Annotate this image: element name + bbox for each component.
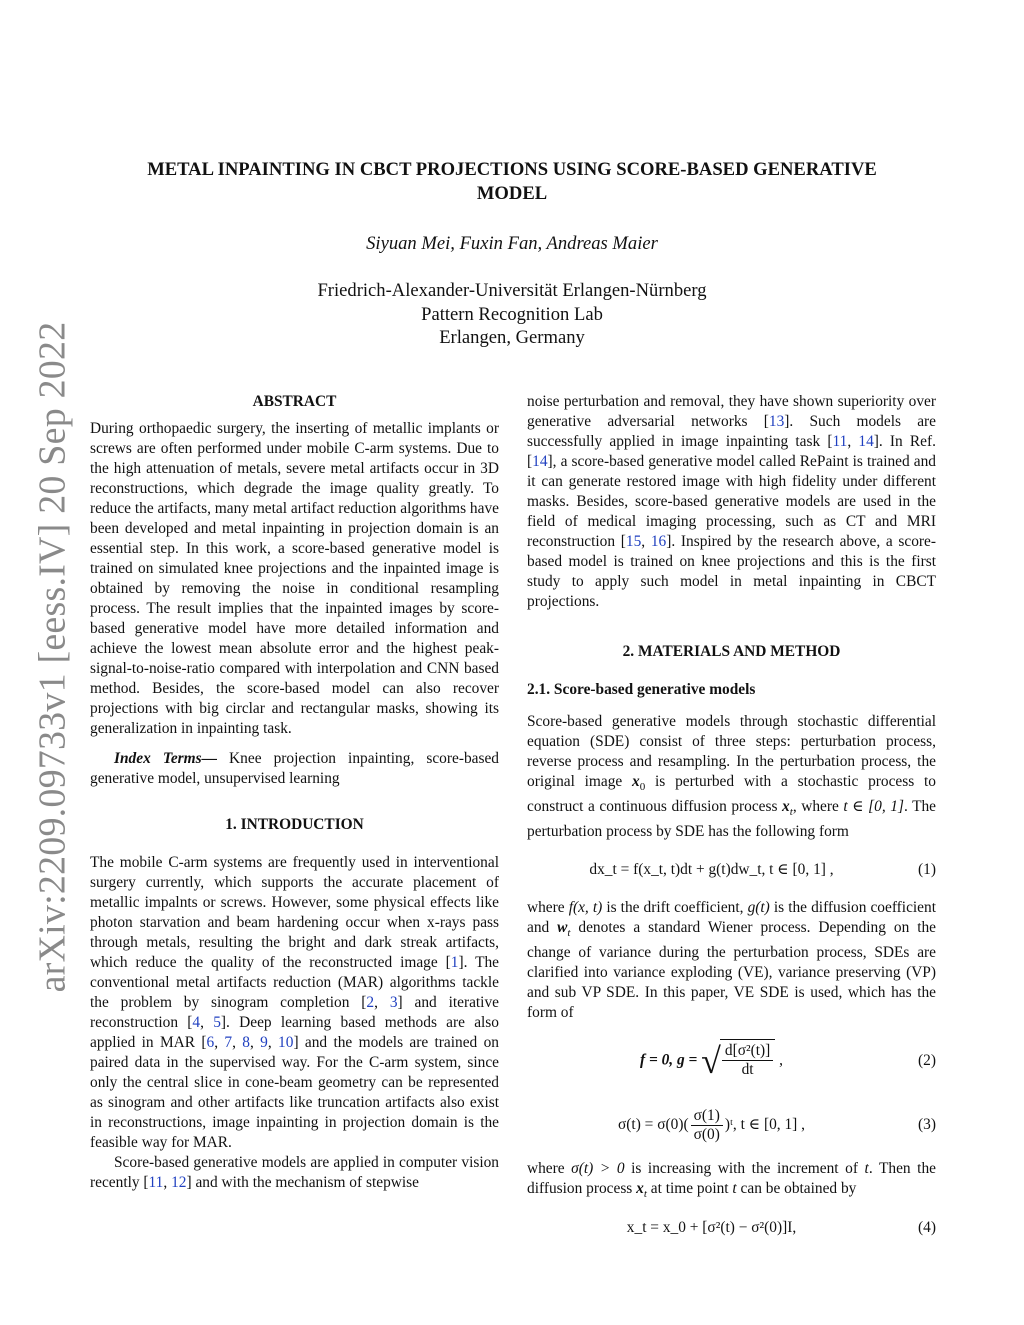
equation-2-number: (2) (918, 1052, 936, 1070)
subsection-2-1-heading: 2.1. Score-based generative models (527, 681, 756, 698)
citation-link[interactable]: 16 (650, 533, 667, 550)
index-terms-label: Index Terms— (114, 750, 217, 767)
citation-link[interactable]: 12 (171, 1174, 187, 1191)
equation-4 (527, 1208, 936, 1248)
right-paragraph-1: noise perturbation and removal, they have shown superiority over generative adversarial networks [13]. Such models are successfully applied in image inpainting task [11, 14]. In Ref. [14], a score-based generative model called RePaint is trained and it can generate restored image with high fidelity under different masks. Besides, score-based generative models are used in the field of medical imaging processing, such as CT and MRI reconstruction [15, 16]. Inspired by the research above, a score-based model is trained on knee projections and this is the first study to apply such model in metal inpainting in CBCT projections. (527, 393, 937, 610)
citation-link[interactable]: 11 (832, 433, 848, 450)
citation-link[interactable]: 9 (260, 1034, 268, 1051)
equation-2 (527, 1031, 936, 1091)
citation-link[interactable]: 10 (278, 1034, 294, 1051)
equation-4-number: (4) (918, 1219, 936, 1237)
equation-3-body: σ(t) = σ(0)( $\frac{\sigma(1)}{\sigma(0)}$ )ᵗ, t ∈ [0, 1] , (618, 1106, 805, 1143)
right-paragraph-3: where f(x, t) is the drift coefficient, g(t) is the diffusion coefficient and $w_t$ denotes a standard Wiener process. Depending on the change of variance during the perturbation process, SDEs are clarified into variance exploding (VE), variance preserving (VP) and sub VP SDE. In this paper, VE SDE is used, which has the form of (527, 899, 936, 1022)
index-terms: Index Terms— Knee projection inpainting, score-based generative model, unsupervised learning (90, 750, 499, 787)
arxiv-stamp: arXiv:2209.09733v1 [eess.IV] 20 Sep 2022 (31, 321, 74, 993)
citation-link[interactable]: 13 (768, 413, 785, 430)
intro-paragraph-1: The mobile C-arm systems are frequently used in interventional surgery currently, which supports the accurate placement of metallic impalnts or screws. However, some physical effects like photon starvation and beam hardening occur when x-rays pass through metals, resulting the bright and dark streak artifacts, which reduce the quality of the reconstructed image [1]. The conventional metal artifacts reduction (MAR) algorithms tackle the problem by sinogram completion [2, 3] and iterative reconstruction [4, 5]. Deep learning based methods are also applied in MAR [6, 7, 8, 9, 10] and the models are trained on paired data in the supervised way. For the C-arm system, since only the central slice in cone-beam geometry can be represented as sinogram and other artifacts like truncation artifacts also exist in reconstructions, image inpainting in projection domain is the feasible way for MAR. (90, 854, 499, 1151)
citation-link[interactable]: 14 (858, 433, 874, 450)
equation-1-body: dx_t = f(x_t, t)dt + g(t)dw_t, t ∈ [0, 1] , (589, 861, 834, 879)
equation-1-number: (1) (918, 861, 936, 879)
paper-title: METAL INPAINTING IN CBCT PROJECTIONS USING SCORE-BASED GENERATIVE MODEL (147, 159, 877, 204)
abstract-text: During orthopaedic surgery, the inserting of metallic implants or screws are often performed under mobile C-arm systems. Due to the high attenuation of metals, severe metal artifacts occur in 3D reconstructions, which degrade the image quality greatly. To reduce the artifacts, many metal artifact reduction algorithms have been developed and metal inpainting in projection domain is an essential step. In this work, a score-based generative model is trained on simulated knee projections and the inpainted image is obtained by removing the noise in conditional resampling process. The result implies that the inpainted images by score-based generative model have more detailed information and achieve the lowest mean absolute error and the highest peak-signal-to-noise-ratio compared with interpolation and CNN based method. Besides, the score-based model can also recover projections with big circlar and rectangular masks, showing its generalization in inpainting task. (90, 420, 499, 737)
citation-link[interactable]: 11 (148, 1174, 164, 1191)
affiliation: Friedrich-Alexander-Universität Erlangen-Nürnberg Pattern Recognition Lab Erlangen, Germany (317, 280, 707, 348)
equation-3 (527, 1097, 936, 1153)
right-paragraph-2: Score-based generative models through stochastic differential equation (SDE) consist of three steps: perturbation process, reverse process and resampling. In the perturbation process, the original image $x_0$ is perturbed with a stochastic process to construct a continuous diffusion process $x_t$, where t ∈ [0, 1]. The perturbation process by SDE has the following form (527, 713, 936, 841)
citation-link[interactable]: 4 (192, 1014, 201, 1031)
right-paragraph-4: where σ(t) > 0 is increasing with the increment of t. Then the diffusion process $x_t$ at time point t can be obtained by (527, 1160, 936, 1201)
intro-paragraph-2: Score-based generative models are applied in computer vision recently [11, 12] and with the mechanism of stepwise (90, 1154, 499, 1191)
equation-3-number: (3) (918, 1116, 936, 1134)
citation-link[interactable]: 3 (389, 994, 398, 1011)
citation-link[interactable]: 2 (366, 994, 375, 1011)
right-column (527, 392, 936, 1248)
section-2-heading: 2. MATERIALS AND METHOD (622, 643, 841, 660)
citation-link[interactable]: 14 (532, 453, 548, 470)
citation-link[interactable]: 15 (625, 533, 642, 550)
abstract-heading: ABSTRACT (252, 393, 337, 410)
equation-4-body: x_t = x_0 + [σ²(t) − σ²(0)]I, (626, 1219, 797, 1237)
left-column (90, 392, 499, 1193)
intro-heading: 1. INTRODUCTION (225, 816, 364, 833)
citation-link[interactable]: 6 (206, 1034, 215, 1051)
equation-1 (527, 850, 936, 890)
equation-2-body: f = 0, g = √ $\frac{\text{d[σ²(t)]}}{dt}$ , (639, 1041, 783, 1082)
citation-link[interactable]: 5 (213, 1014, 221, 1031)
authors: Siyuan Mei, Fuxin Fan, Andreas Maier (366, 233, 658, 254)
citation-link[interactable]: 8 (242, 1034, 250, 1051)
citation-link[interactable]: 1 (450, 954, 459, 971)
citation-link[interactable]: 7 (224, 1034, 233, 1051)
